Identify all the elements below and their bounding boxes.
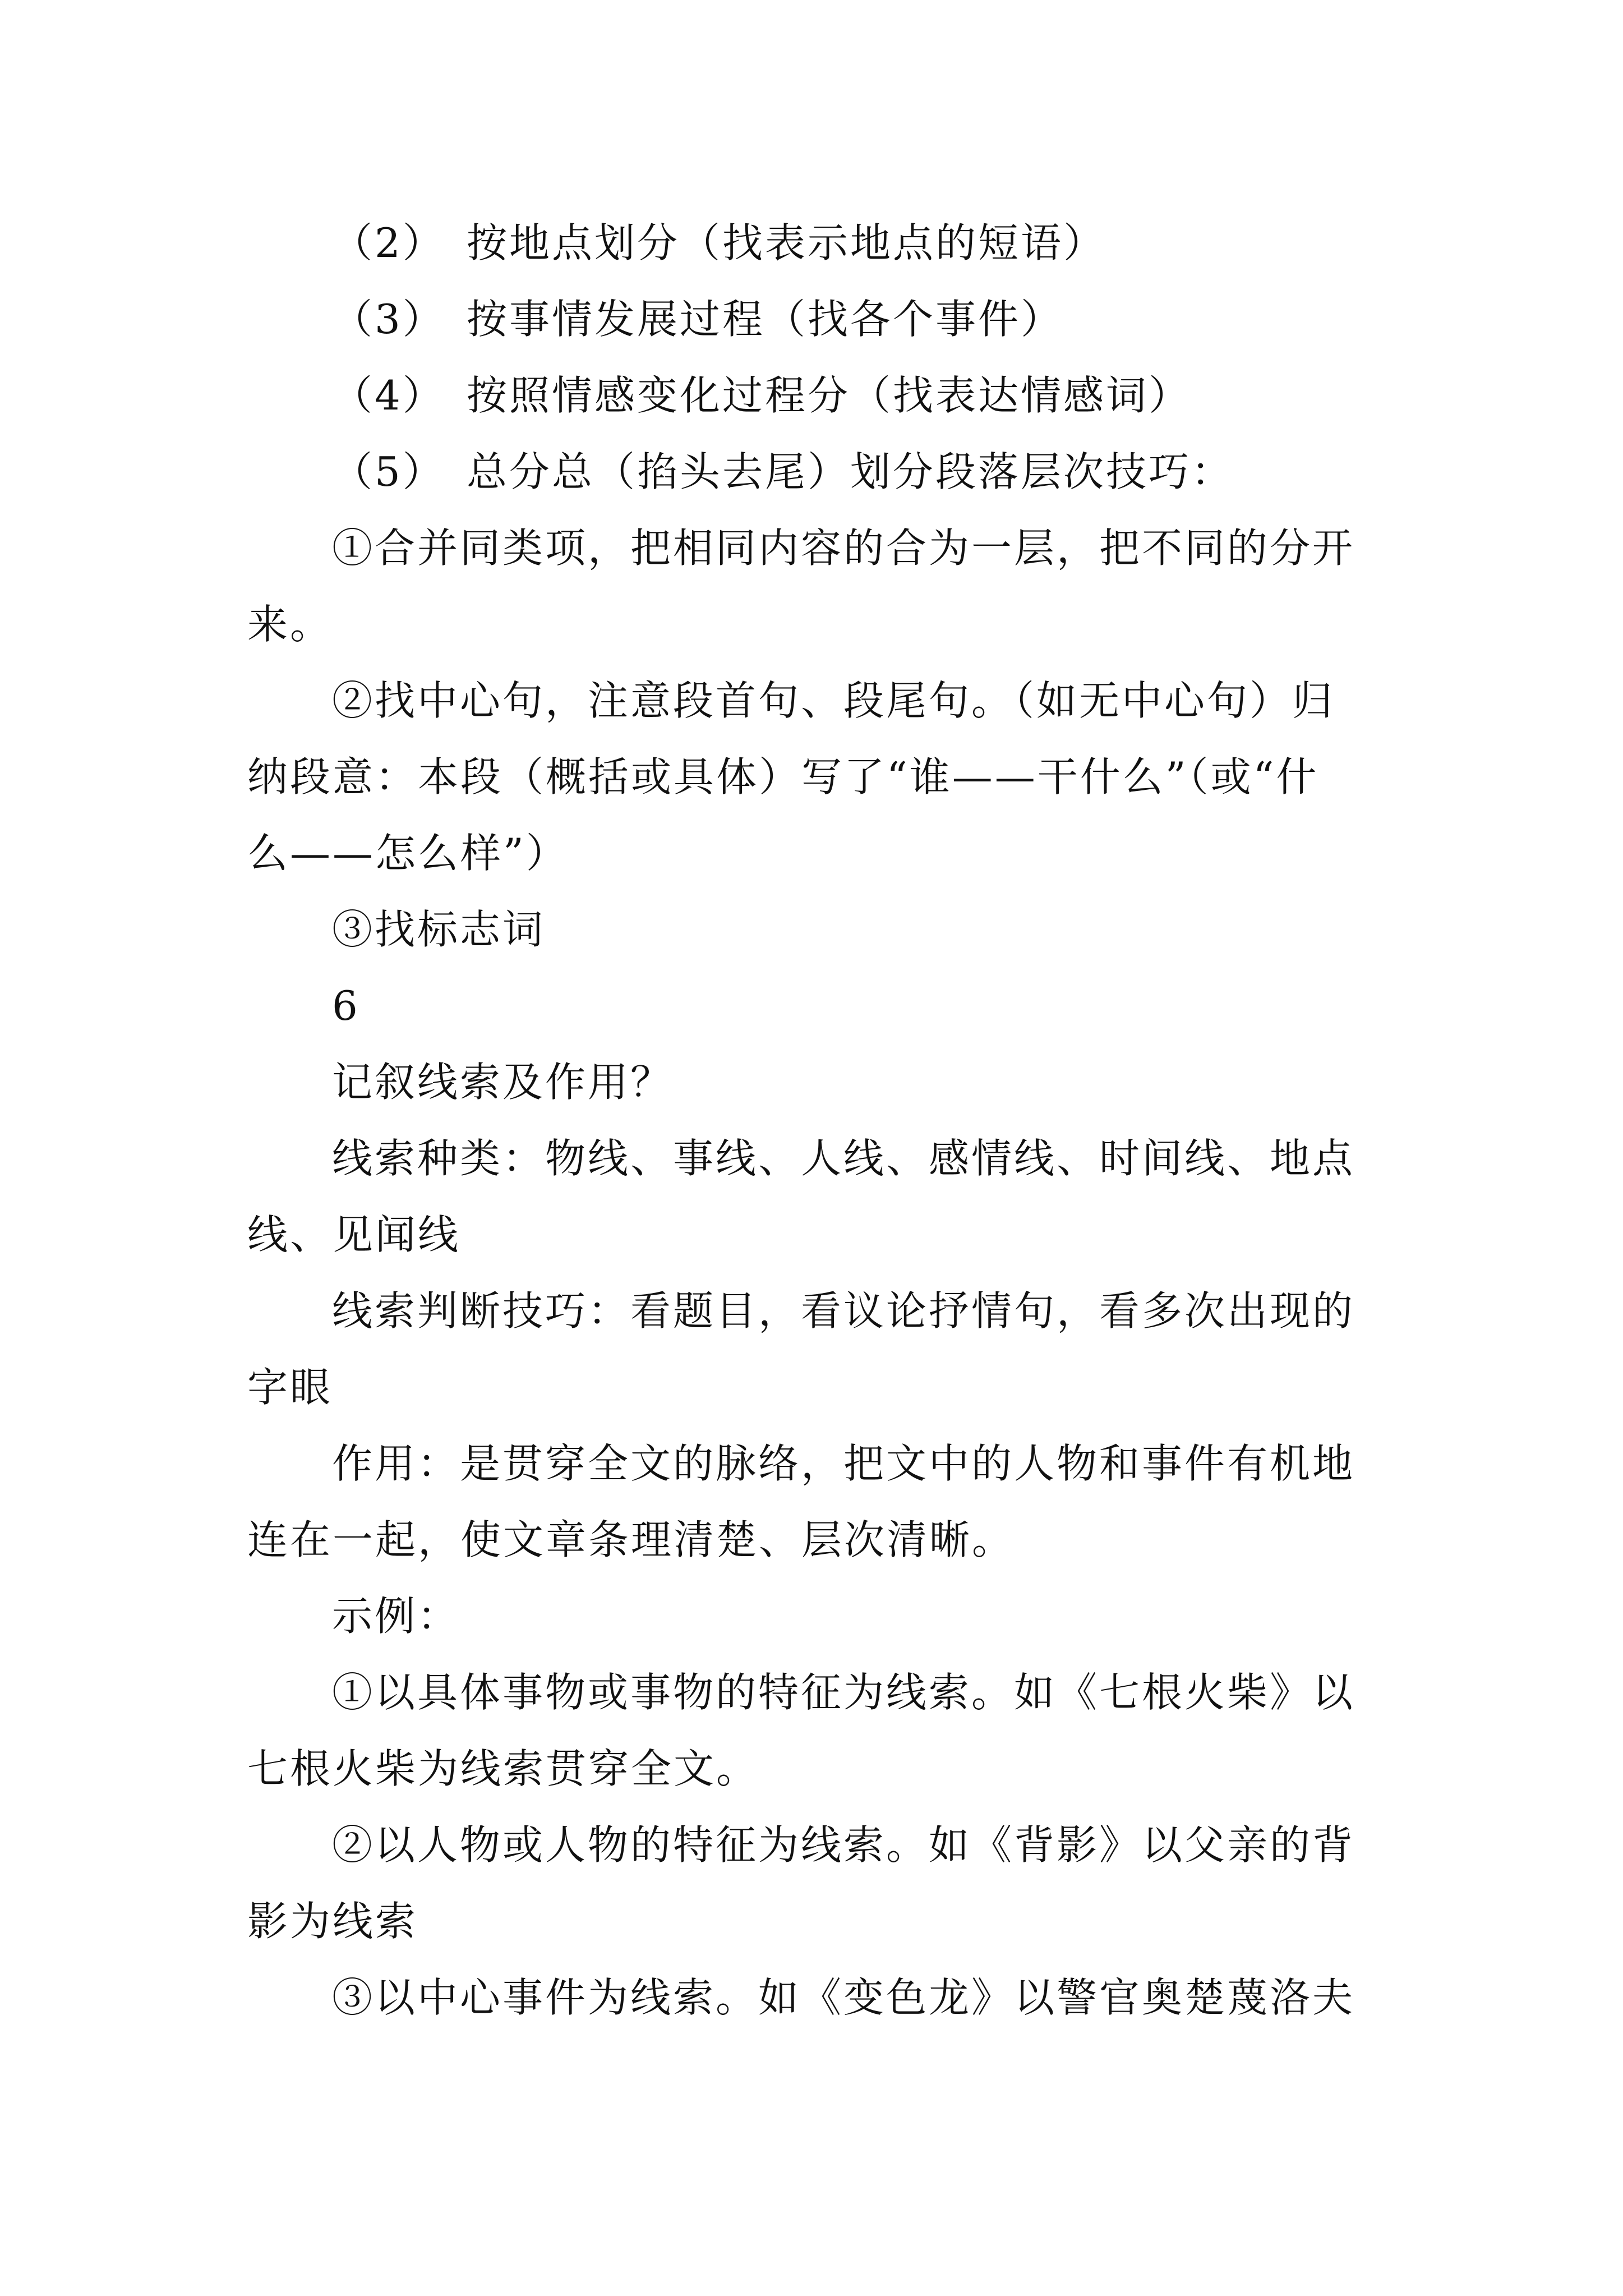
paragraph: [247, 1120, 1391, 1273]
paragraph: [247, 1807, 1391, 1959]
paragraph-line: 记叙线索及作用？: [332, 1059, 674, 1106]
paragraph-line: 线索种类：物线、事线、人线、感情线、时间线、地点: [332, 1135, 1355, 1182]
paragraph: [247, 1654, 1391, 1807]
list-item-number: （2）: [332, 219, 445, 266]
paragraph-line: 么——怎么样”）: [247, 830, 569, 877]
list-item-text: 按事情发展过程（找各个事件）: [467, 296, 1064, 343]
paragraph-line: 线、见闻线: [247, 1211, 461, 1258]
list-item-number: （3）: [332, 296, 445, 343]
paragraph: [247, 1425, 1391, 1578]
list-item-number: （5）: [332, 448, 445, 495]
paragraph: [247, 891, 1391, 968]
paragraph: [247, 1959, 1391, 2036]
paragraph: [247, 662, 1391, 891]
paragraph-line: 作用：是贯穿全文的脉络，把文中的人物和事件有机地: [332, 1440, 1355, 1487]
paragraph-line: ②找中心句，注意段首句、段尾句。（如无中心句）归: [332, 677, 1335, 724]
list-item: [332, 434, 1234, 510]
paragraph-line: 连在一起，使文章条理清楚、层次清晰。: [247, 1516, 1015, 1563]
list-item: [332, 205, 1106, 281]
list-item: [332, 357, 1191, 434]
paragraph-line: ①合并同类项，把相同内容的合为一层，把不同的分开: [332, 524, 1355, 572]
paragraph-line: ①以具体事物或事物的特征为线索。如《七根火柴》以: [332, 1669, 1355, 1716]
paragraph-line: 七根火柴为线索贯穿全文。: [247, 1745, 759, 1792]
paragraph-line: 纳段意：本段（概括或具体）写了“谁——干什么”（或“什: [247, 753, 1319, 800]
list-item-text: 按照情感变化过程分（找表达情感词）: [467, 372, 1192, 419]
paragraph-line: ②以人物或人物的特征为线索。如《背影》以父亲的背: [332, 1821, 1355, 1869]
paragraph-line: 字眼: [247, 1364, 333, 1411]
list-item-text: 按地点划分（找表示地点的短语）: [467, 219, 1106, 266]
paragraph: [247, 1578, 1391, 1654]
paragraph: [247, 1273, 1391, 1425]
paragraph: [247, 510, 1391, 662]
paragraph-line: ③找标志词: [332, 906, 546, 953]
paragraph-line: 影为线索: [247, 1898, 418, 1945]
paragraph: [247, 968, 1391, 1044]
paragraph-line: 线索判断技巧：看题目，看议论抒情句，看多次出现的: [332, 1287, 1355, 1335]
section-heading: [247, 1044, 1391, 1120]
list-item-number: （4）: [332, 372, 445, 419]
list-item: [332, 281, 1063, 357]
paragraph-line: ③以中心事件为线索。如《变色龙》以警官奥楚蔑洛夫: [332, 1974, 1355, 2021]
paragraph-line: 来。: [247, 601, 333, 648]
section-number: 6: [332, 982, 360, 1029]
list-item-text: 总分总（掐头去尾）划分段落层次技巧：: [467, 448, 1234, 495]
paragraph-line: 示例：: [332, 1593, 460, 1640]
